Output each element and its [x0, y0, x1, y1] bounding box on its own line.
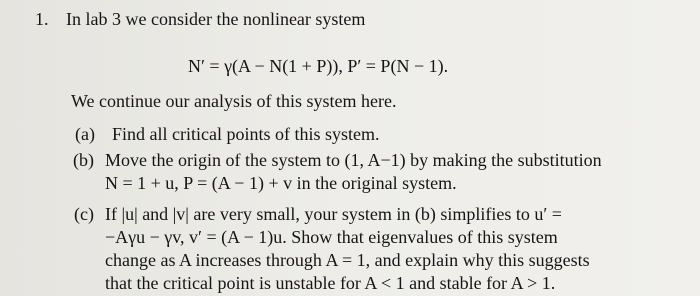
part-b-line-1: Move the origin of the system to (1, A−1) by making the substitution: [105, 150, 602, 170]
part-c-line-1: If |u| and |v| are very small, your system in (b) simplifies to u′ =: [105, 204, 562, 224]
problem-intro: In lab 3 we consider the nonlinear system: [66, 9, 366, 29]
problem-number: 1.: [35, 9, 49, 29]
part-c-line-4: that the critical point is unstable for A < 1 and stable for A > 1.: [105, 273, 556, 293]
part-c-line-3: change as A increases through A = 1, and explain why this suggests: [105, 250, 590, 270]
part-c-line-2: −Aγu − γv, v′ = (A − 1)u. Show that eigenvalues of this system: [105, 227, 558, 247]
continue-text: We continue our analysis of this system here.: [71, 91, 397, 111]
system-equation: N′ = γ(A − N(1 + P)), P′ = P(N − 1).: [188, 56, 449, 76]
part-b-label: (b): [73, 150, 94, 170]
part-a-text: Find all critical points of this system.: [112, 124, 380, 144]
part-c-label: (c): [74, 204, 94, 224]
part-a-label: (a): [75, 124, 95, 144]
part-b-line-2: N = 1 + u, P = (A − 1) + v in the original system.: [105, 173, 457, 193]
